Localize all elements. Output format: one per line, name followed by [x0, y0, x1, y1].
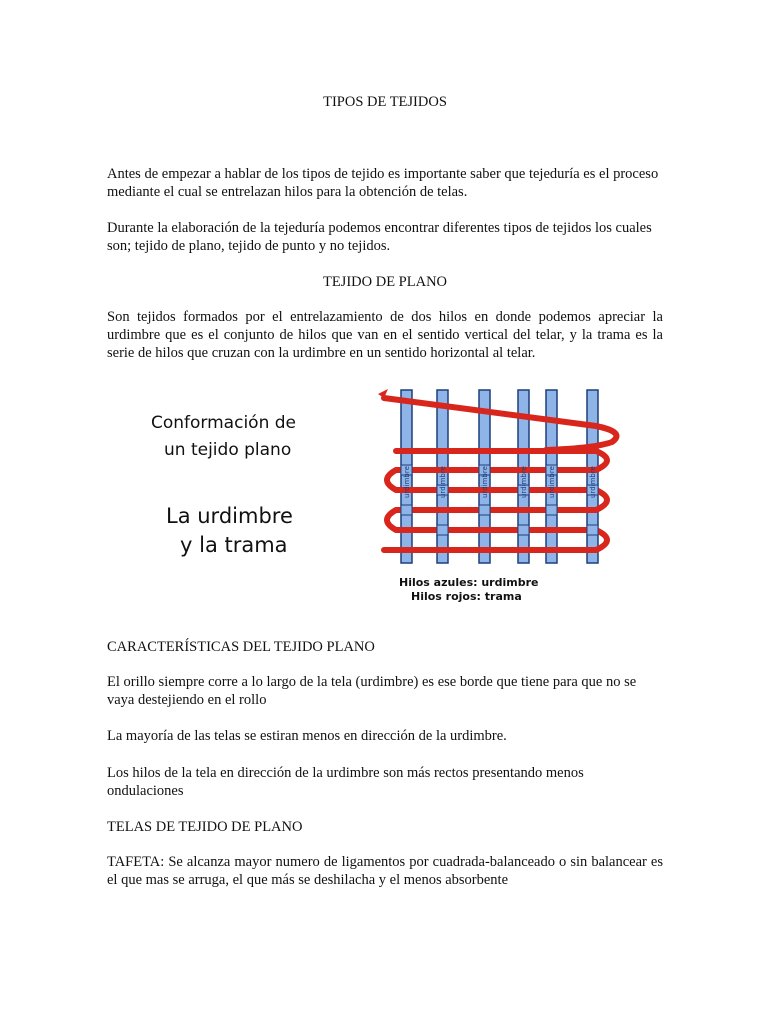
- document-title: TIPOS DE TEJIDOS: [323, 94, 447, 110]
- weft-segment: [384, 451, 607, 550]
- warp-crossing: [587, 525, 598, 535]
- warp-overlaps: [401, 465, 598, 535]
- weft-thread: [378, 389, 616, 550]
- intro-paragraph-1: Antes de empezar a hablar de los tipos de tejido es importante saber que tejeduría es el proceso mediante el cual se entrelazan hilos para la obtención de telas.: [107, 166, 659, 200]
- characteristic-paragraph-2: La mayoría de las telas se estiran menos en dirección de la urdimbre.: [107, 728, 507, 744]
- characteristic-paragraph-3: Los hilos de la tela en dirección de la urdimbre son más rectos presentando menos ondulaciones: [107, 765, 584, 799]
- thread-label: urdimbre: [481, 466, 489, 498]
- figure-subtitle-line-2: y la trama: [180, 533, 288, 557]
- figure-title-line-1: Conformación de: [151, 413, 296, 433]
- thread-label: urdimbre: [439, 466, 447, 498]
- weft-segment: [384, 398, 616, 450]
- thread-label: urdimbre: [589, 466, 597, 498]
- thread-label: urdimbre: [403, 466, 411, 498]
- section-heading-caracteristicas: CARACTERÍSTICAS DEL TEJIDO PLANO: [107, 639, 375, 655]
- warp-crossing: [518, 525, 529, 535]
- tafeta-paragraph: TAFETA: Se alcanza mayor numero de ligamentos por cuadrada-balanceado o sin balancear es el que mas se arruga, el que más se deshilacha y el menos absorbente: [107, 854, 663, 888]
- warp-crossing: [437, 525, 448, 535]
- section-paragraph-tejido-plano: Son tejidos formados por el entrelazamiento de dos hilos en donde podemos apreciar la urdimbre que es el conjunto de hilos que van en el sentido vertical del telar, y la trama es la serie de hilos que cruzan con la urdimbre en un sentido horizontal al telar.: [107, 309, 663, 361]
- legend-blue-threads: Hilos azules: urdimbre: [399, 576, 539, 589]
- warp-crossing: [479, 505, 490, 515]
- intro-paragraph-2: Durante la elaboración de la tejeduría podemos encontrar diferentes tipos de tejidos los cuales son; tejido de plano, tejido de punto y no tejidos.: [107, 220, 652, 254]
- section-heading-telas: TELAS DE TEJIDO DE PLANO: [107, 819, 303, 835]
- legend-red-threads: Hilos rojos: trama: [411, 590, 522, 603]
- weave-diagram: [126, 376, 632, 614]
- warp-crossing: [546, 505, 557, 515]
- figure-subtitle-line-1: La urdimbre: [166, 504, 293, 528]
- thread-label: urdimbre: [548, 466, 556, 498]
- section-heading-tejido-plano: TEJIDO DE PLANO: [322, 274, 448, 290]
- characteristic-paragraph-1: El orillo siempre corre a lo largo de la tela (urdimbre) es ese borde que tiene para que no se vaya destejiendo en el rollo: [107, 674, 637, 708]
- warp-crossing: [401, 505, 412, 515]
- thread-label: urdimbre: [520, 466, 528, 498]
- figure-title-line-2: un tejido plano: [164, 440, 292, 460]
